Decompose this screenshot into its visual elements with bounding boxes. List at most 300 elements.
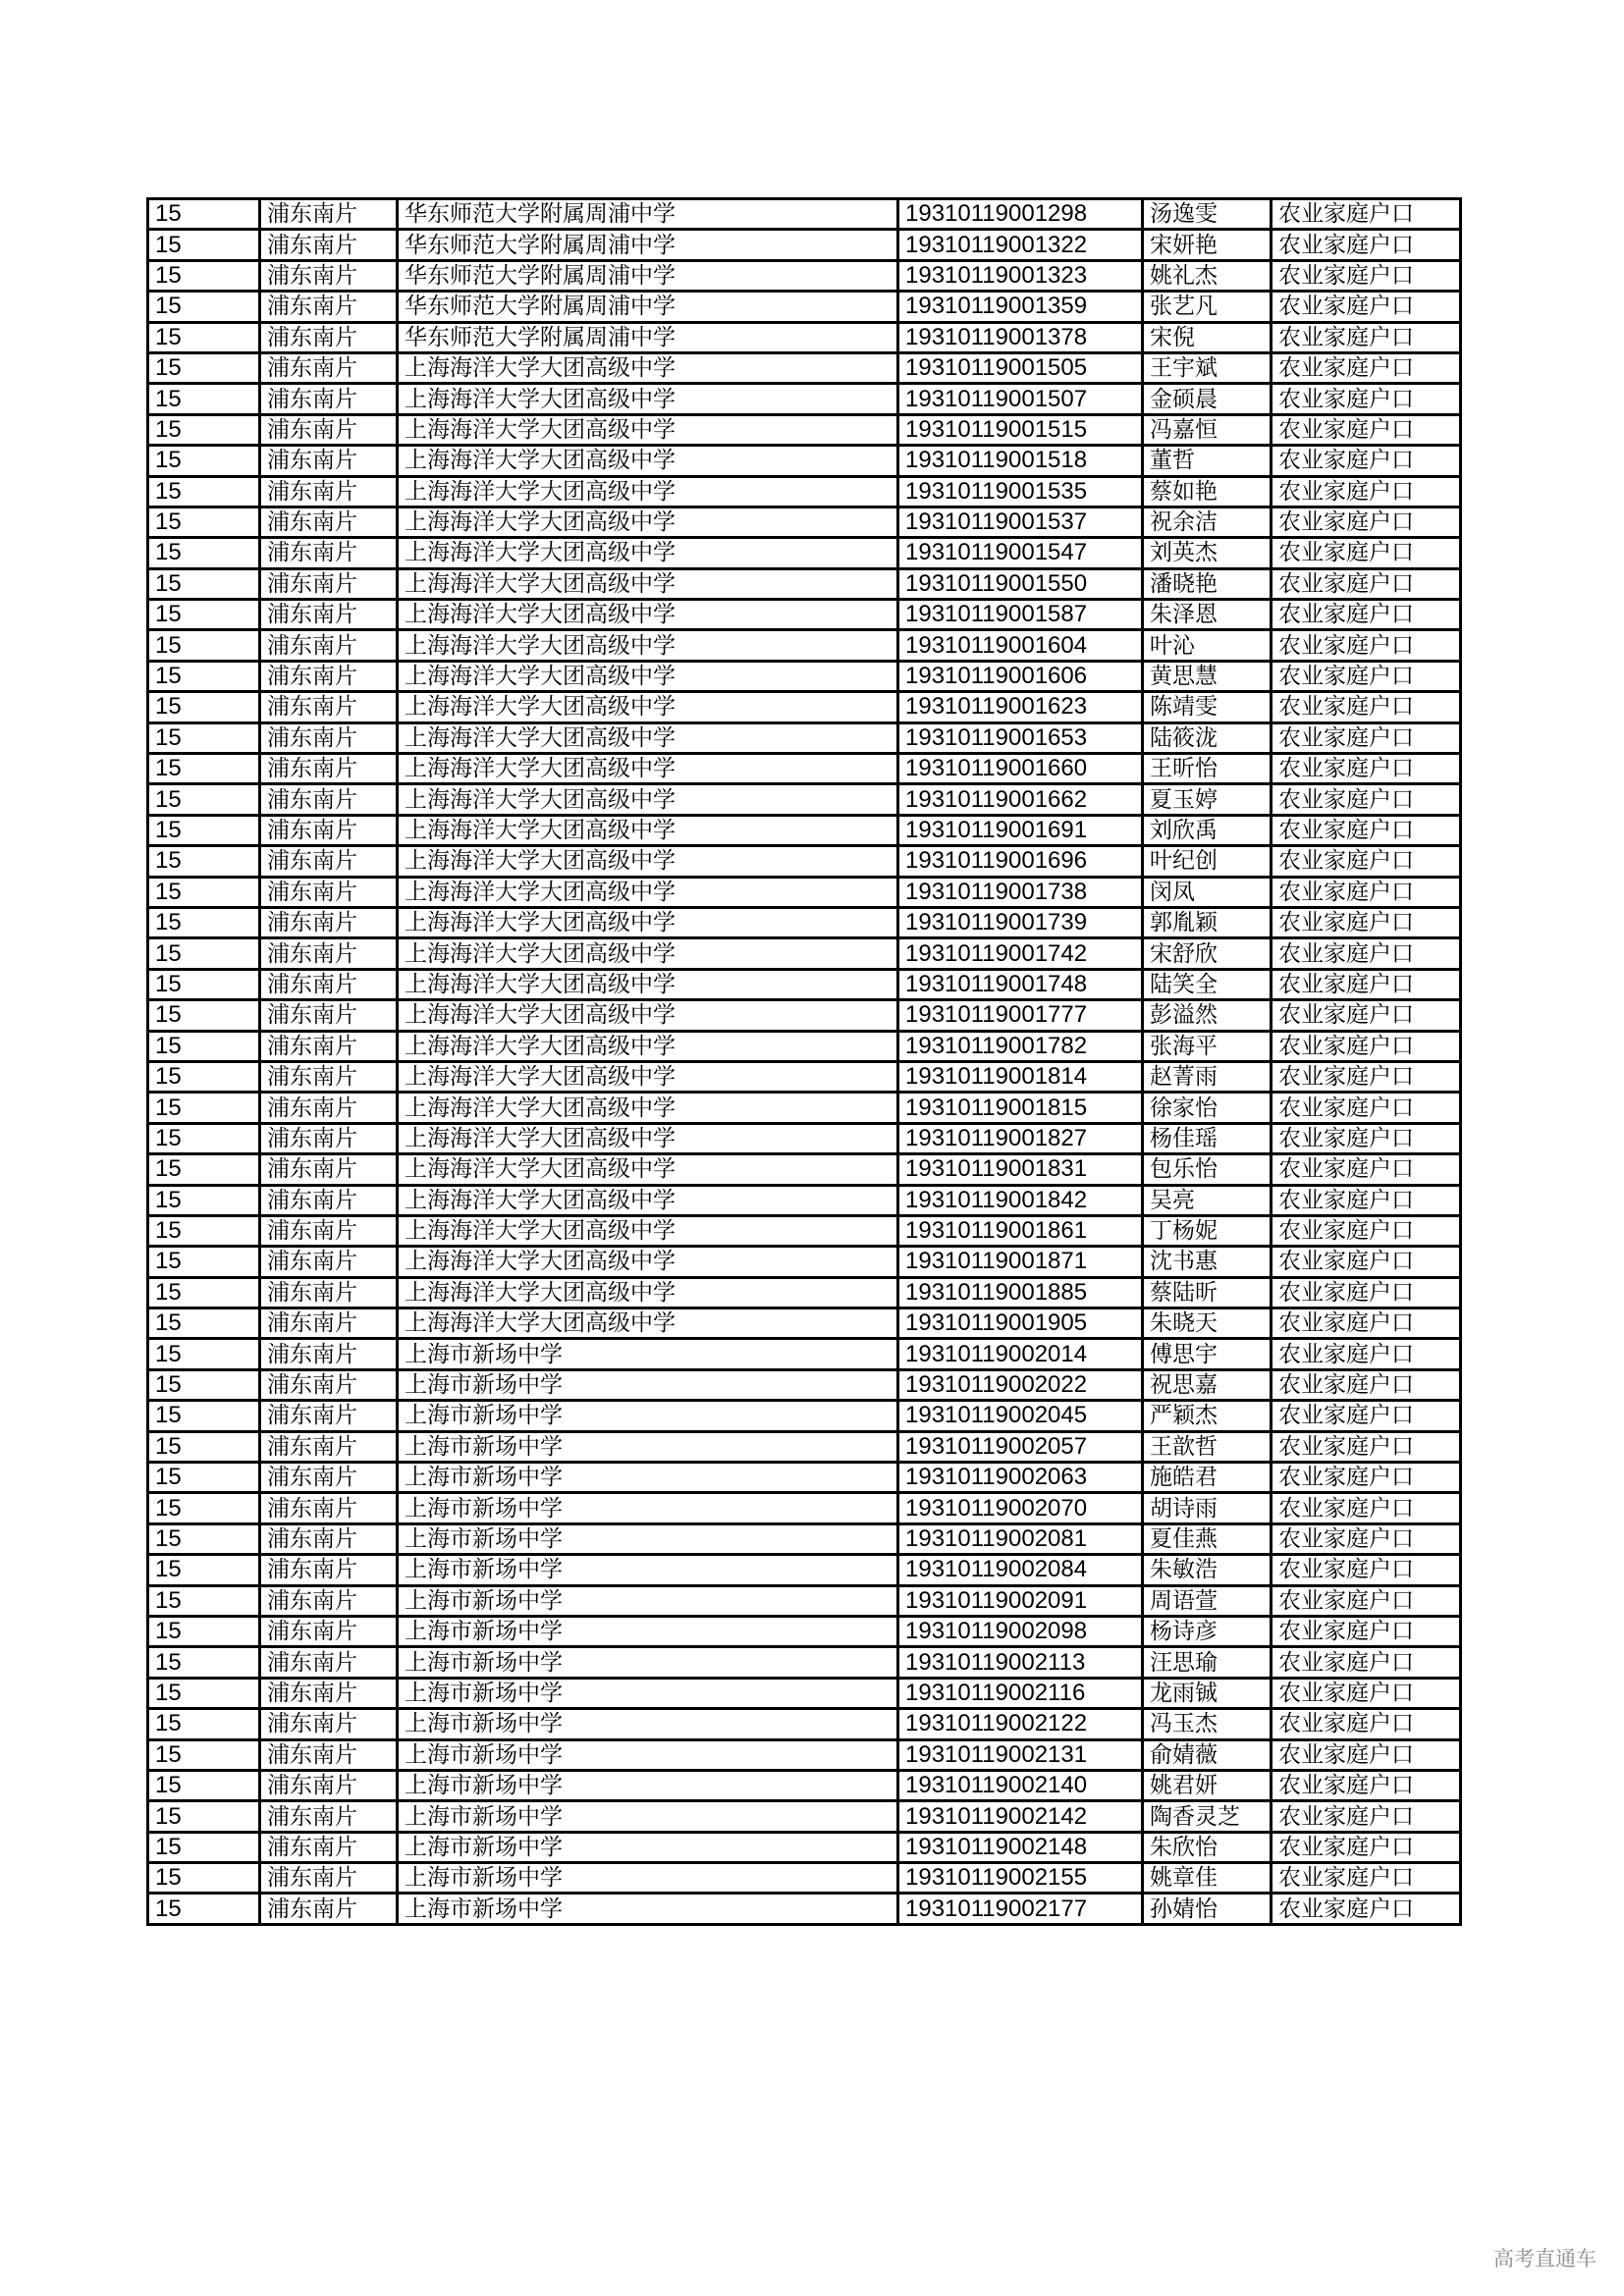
- student-name-cell: 汤逸雯: [1143, 199, 1272, 230]
- table-row: [148, 754, 1461, 784]
- household-type-cell: 农业家庭户口: [1272, 1369, 1461, 1400]
- school-cell: 上海海洋大学大团高级中学: [398, 692, 898, 722]
- table-row: [148, 1369, 1461, 1400]
- area-cell: 浦东南片: [260, 1801, 398, 1832]
- school-cell: 上海市新场中学: [398, 1739, 898, 1770]
- registration-number-cell: 19310119001535: [898, 476, 1143, 507]
- student-name-cell: 孙婧怡: [1143, 1894, 1272, 1924]
- school-cell: 上海市新场中学: [398, 1339, 898, 1369]
- table-row: [148, 600, 1461, 630]
- school-cell: 华东师范大学附属周浦中学: [398, 322, 898, 352]
- district-code-cell: 15: [148, 1277, 260, 1308]
- district-code-cell: 15: [148, 1493, 260, 1523]
- registration-number-cell: 19310119001905: [898, 1308, 1143, 1339]
- registration-number-cell: 19310119002022: [898, 1369, 1143, 1400]
- district-code-cell: 15: [148, 1770, 260, 1800]
- area-cell: 浦东南片: [260, 1894, 398, 1924]
- student-name-cell: 宋倪: [1143, 322, 1272, 352]
- registration-number-cell: 19310119001748: [898, 969, 1143, 999]
- household-type-cell: 农业家庭户口: [1272, 938, 1461, 969]
- registration-number-cell: 19310119001606: [898, 661, 1143, 691]
- school-cell: 上海海洋大学大团高级中学: [398, 1093, 898, 1123]
- student-name-cell: 姚章佳: [1143, 1863, 1272, 1894]
- registration-number-cell: 19310119001739: [898, 907, 1143, 937]
- household-type-cell: 农业家庭户口: [1272, 1308, 1461, 1339]
- household-type-cell: 农业家庭户口: [1272, 1339, 1461, 1369]
- household-type-cell: 农业家庭户口: [1272, 1678, 1461, 1708]
- district-code-cell: 15: [148, 1555, 260, 1585]
- district-code-cell: 15: [148, 1215, 260, 1246]
- area-cell: 浦东南片: [260, 877, 398, 907]
- area-cell: 浦东南片: [260, 1523, 398, 1554]
- table-row: [148, 784, 1461, 815]
- student-name-cell: 姚君妍: [1143, 1770, 1272, 1800]
- registration-number-cell: 19310119002116: [898, 1678, 1143, 1708]
- household-type-cell: 农业家庭户口: [1272, 322, 1461, 352]
- household-type-cell: 农业家庭户口: [1272, 1770, 1461, 1800]
- household-type-cell: 农业家庭户口: [1272, 352, 1461, 383]
- district-code-cell: 15: [148, 1678, 260, 1708]
- school-cell: 上海海洋大学大团高级中学: [398, 630, 898, 661]
- table-row: [148, 815, 1461, 845]
- student-name-cell: 陆笑全: [1143, 969, 1272, 999]
- area-cell: 浦东南片: [260, 476, 398, 507]
- district-code-cell: 15: [148, 476, 260, 507]
- household-type-cell: 农业家庭户口: [1272, 199, 1461, 230]
- student-roster-table: [146, 197, 1462, 1926]
- area-cell: 浦东南片: [260, 1678, 398, 1708]
- registration-number-cell: 19310119001696: [898, 846, 1143, 877]
- table-row: [148, 1000, 1461, 1031]
- registration-number-cell: 19310119001604: [898, 630, 1143, 661]
- registration-number-cell: 19310119001507: [898, 384, 1143, 414]
- household-type-cell: 农业家庭户口: [1272, 1616, 1461, 1646]
- school-cell: 上海海洋大学大团高级中学: [398, 754, 898, 784]
- roster-body: [148, 199, 1461, 1925]
- household-type-cell: 农业家庭户口: [1272, 1031, 1461, 1061]
- household-type-cell: 农业家庭户口: [1272, 692, 1461, 722]
- table-row: [148, 661, 1461, 691]
- district-code-cell: 15: [148, 199, 260, 230]
- district-code-cell: 15: [148, 384, 260, 414]
- area-cell: 浦东南片: [260, 1154, 398, 1185]
- district-code-cell: 15: [148, 1523, 260, 1554]
- registration-number-cell: 19310119001782: [898, 1031, 1143, 1061]
- table-row: [148, 1031, 1461, 1061]
- district-code-cell: 15: [148, 538, 260, 568]
- household-type-cell: 农业家庭户口: [1272, 815, 1461, 845]
- table-row: [148, 1493, 1461, 1523]
- school-cell: 上海海洋大学大团高级中学: [398, 1308, 898, 1339]
- school-cell: 上海海洋大学大团高级中学: [398, 661, 898, 691]
- household-type-cell: 农业家庭户口: [1272, 538, 1461, 568]
- student-name-cell: 夏玉婷: [1143, 784, 1272, 815]
- district-code-cell: 15: [148, 754, 260, 784]
- area-cell: 浦东南片: [260, 722, 398, 753]
- household-type-cell: 农业家庭户口: [1272, 384, 1461, 414]
- table-row: [148, 1308, 1461, 1339]
- table-row: [148, 1770, 1461, 1800]
- area-cell: 浦东南片: [260, 846, 398, 877]
- district-code-cell: 15: [148, 414, 260, 445]
- registration-number-cell: 19310119001842: [898, 1185, 1143, 1215]
- student-name-cell: 朱晓天: [1143, 1308, 1272, 1339]
- student-name-cell: 闵凤: [1143, 877, 1272, 907]
- district-code-cell: 15: [148, 1031, 260, 1061]
- registration-number-cell: 19310119002122: [898, 1709, 1143, 1739]
- household-type-cell: 农业家庭户口: [1272, 1739, 1461, 1770]
- school-cell: 上海海洋大学大团高级中学: [398, 568, 898, 599]
- registration-number-cell: 19310119002063: [898, 1463, 1143, 1493]
- school-cell: 上海市新场中学: [398, 1555, 898, 1585]
- district-code-cell: 15: [148, 1185, 260, 1215]
- district-code-cell: 15: [148, 292, 260, 322]
- school-cell: 上海市新场中学: [398, 1863, 898, 1894]
- registration-number-cell: 19310119001662: [898, 784, 1143, 815]
- household-type-cell: 农业家庭户口: [1272, 846, 1461, 877]
- registration-number-cell: 19310119001505: [898, 352, 1143, 383]
- table-row: [148, 1431, 1461, 1462]
- district-code-cell: 15: [148, 1247, 260, 1277]
- student-name-cell: 朱泽恩: [1143, 600, 1272, 630]
- registration-number-cell: 19310119002113: [898, 1647, 1143, 1678]
- district-code-cell: 15: [148, 352, 260, 383]
- student-name-cell: 陆筱泷: [1143, 722, 1272, 753]
- registration-number-cell: 19310119002140: [898, 1770, 1143, 1800]
- school-cell: 上海海洋大学大团高级中学: [398, 1123, 898, 1153]
- area-cell: 浦东南片: [260, 1555, 398, 1585]
- table-row: [148, 1585, 1461, 1616]
- table-row: [148, 630, 1461, 661]
- student-name-cell: 包乐怡: [1143, 1154, 1272, 1185]
- registration-number-cell: 19310119001738: [898, 877, 1143, 907]
- school-cell: 上海海洋大学大团高级中学: [398, 1277, 898, 1308]
- area-cell: 浦东南片: [260, 1709, 398, 1739]
- school-cell: 上海海洋大学大团高级中学: [398, 600, 898, 630]
- area-cell: 浦东南片: [260, 446, 398, 476]
- area-cell: 浦东南片: [260, 661, 398, 691]
- area-cell: 浦东南片: [260, 322, 398, 352]
- student-name-cell: 王歆哲: [1143, 1431, 1272, 1462]
- school-cell: 上海海洋大学大团高级中学: [398, 1247, 898, 1277]
- area-cell: 浦东南片: [260, 1493, 398, 1523]
- table-row: [148, 414, 1461, 445]
- school-cell: 华东师范大学附属周浦中学: [398, 260, 898, 291]
- registration-number-cell: 19310119001653: [898, 722, 1143, 753]
- area-cell: 浦东南片: [260, 938, 398, 969]
- school-cell: 上海市新场中学: [398, 1678, 898, 1708]
- school-cell: 上海市新场中学: [398, 1585, 898, 1616]
- household-type-cell: 农业家庭户口: [1272, 1523, 1461, 1554]
- area-cell: 浦东南片: [260, 1215, 398, 1246]
- table-row: [148, 568, 1461, 599]
- district-code-cell: 15: [148, 1863, 260, 1894]
- district-code-cell: 15: [148, 260, 260, 291]
- district-code-cell: 15: [148, 1463, 260, 1493]
- student-name-cell: 董哲: [1143, 446, 1272, 476]
- district-code-cell: 15: [148, 568, 260, 599]
- table-row: [148, 1832, 1461, 1862]
- household-type-cell: 农业家庭户口: [1272, 877, 1461, 907]
- household-type-cell: 农业家庭户口: [1272, 1555, 1461, 1585]
- school-cell: 上海市新场中学: [398, 1616, 898, 1646]
- area-cell: 浦东南片: [260, 1000, 398, 1031]
- area-cell: 浦东南片: [260, 1647, 398, 1678]
- registration-number-cell: 19310119001323: [898, 260, 1143, 291]
- table-row: [148, 1616, 1461, 1646]
- area-cell: 浦东南片: [260, 692, 398, 722]
- school-cell: 上海市新场中学: [398, 1431, 898, 1462]
- area-cell: 浦东南片: [260, 1770, 398, 1800]
- table-row: [148, 1863, 1461, 1894]
- school-cell: 上海海洋大学大团高级中学: [398, 938, 898, 969]
- school-cell: 上海市新场中学: [398, 1401, 898, 1431]
- household-type-cell: 农业家庭户口: [1272, 784, 1461, 815]
- area-cell: 浦东南片: [260, 260, 398, 291]
- table-row: [148, 938, 1461, 969]
- registration-number-cell: 19310119001660: [898, 754, 1143, 784]
- area-cell: 浦东南片: [260, 1863, 398, 1894]
- registration-number-cell: 19310119002014: [898, 1339, 1143, 1369]
- district-code-cell: 15: [148, 630, 260, 661]
- table-row: [148, 1801, 1461, 1832]
- area-cell: 浦东南片: [260, 1308, 398, 1339]
- household-type-cell: 农业家庭户口: [1272, 446, 1461, 476]
- student-name-cell: 蔡陆昕: [1143, 1277, 1272, 1308]
- registration-number-cell: 19310119001587: [898, 600, 1143, 630]
- school-cell: 上海市新场中学: [398, 1832, 898, 1862]
- area-cell: 浦东南片: [260, 600, 398, 630]
- student-name-cell: 叶沁: [1143, 630, 1272, 661]
- school-cell: 上海市新场中学: [398, 1894, 898, 1924]
- registration-number-cell: 19310119001861: [898, 1215, 1143, 1246]
- table-row: [148, 230, 1461, 260]
- registration-number-cell: 19310119001777: [898, 1000, 1143, 1031]
- table-row: [148, 1154, 1461, 1185]
- registration-number-cell: 19310119002081: [898, 1523, 1143, 1554]
- district-code-cell: 15: [148, 815, 260, 845]
- table-row: [148, 538, 1461, 568]
- school-cell: 上海海洋大学大团高级中学: [398, 877, 898, 907]
- registration-number-cell: 19310119001298: [898, 199, 1143, 230]
- area-cell: 浦东南片: [260, 815, 398, 845]
- district-code-cell: 15: [148, 1401, 260, 1431]
- student-name-cell: 周语萱: [1143, 1585, 1272, 1616]
- student-name-cell: 赵菁雨: [1143, 1061, 1272, 1092]
- district-code-cell: 15: [148, 722, 260, 753]
- registration-number-cell: 19310119001515: [898, 414, 1143, 445]
- school-cell: 华东师范大学附属周浦中学: [398, 199, 898, 230]
- student-name-cell: 冯嘉恒: [1143, 414, 1272, 445]
- district-code-cell: 15: [148, 938, 260, 969]
- district-code-cell: 15: [148, 1647, 260, 1678]
- household-type-cell: 农业家庭户口: [1272, 600, 1461, 630]
- school-cell: 上海市新场中学: [398, 1709, 898, 1739]
- student-name-cell: 朱敏浩: [1143, 1555, 1272, 1585]
- area-cell: 浦东南片: [260, 1123, 398, 1153]
- district-code-cell: 15: [148, 661, 260, 691]
- student-name-cell: 吴亮: [1143, 1185, 1272, 1215]
- household-type-cell: 农业家庭户口: [1272, 1709, 1461, 1739]
- household-type-cell: 农业家庭户口: [1272, 661, 1461, 691]
- school-cell: 上海海洋大学大团高级中学: [398, 1215, 898, 1246]
- district-code-cell: 15: [148, 446, 260, 476]
- student-name-cell: 杨佳瑶: [1143, 1123, 1272, 1153]
- area-cell: 浦东南片: [260, 1431, 398, 1462]
- student-name-cell: 黄思慧: [1143, 661, 1272, 691]
- table-row: [148, 1894, 1461, 1924]
- registration-number-cell: 19310119002131: [898, 1739, 1143, 1770]
- area-cell: 浦东南片: [260, 1093, 398, 1123]
- registration-number-cell: 19310119001623: [898, 692, 1143, 722]
- registration-number-cell: 19310119001359: [898, 292, 1143, 322]
- table-row: [148, 969, 1461, 999]
- student-name-cell: 刘英杰: [1143, 538, 1272, 568]
- district-code-cell: 15: [148, 230, 260, 260]
- school-cell: 上海市新场中学: [398, 1463, 898, 1493]
- school-cell: 上海海洋大学大团高级中学: [398, 507, 898, 537]
- district-code-cell: 15: [148, 1709, 260, 1739]
- household-type-cell: 农业家庭户口: [1272, 1277, 1461, 1308]
- student-name-cell: 叶纪创: [1143, 846, 1272, 877]
- area-cell: 浦东南片: [260, 292, 398, 322]
- student-name-cell: 夏佳燕: [1143, 1523, 1272, 1554]
- student-name-cell: 杨诗彦: [1143, 1616, 1272, 1646]
- table-row: [148, 1123, 1461, 1153]
- table-row: [148, 1401, 1461, 1431]
- school-cell: 上海市新场中学: [398, 1493, 898, 1523]
- household-type-cell: 农业家庭户口: [1272, 230, 1461, 260]
- table-row: [148, 1061, 1461, 1092]
- table-row: [148, 907, 1461, 937]
- registration-number-cell: 19310119002091: [898, 1585, 1143, 1616]
- student-name-cell: 冯玉杰: [1143, 1709, 1272, 1739]
- school-cell: 上海海洋大学大团高级中学: [398, 1185, 898, 1215]
- area-cell: 浦东南片: [260, 1585, 398, 1616]
- household-type-cell: 农业家庭户口: [1272, 1401, 1461, 1431]
- table-row: [148, 1555, 1461, 1585]
- household-type-cell: 农业家庭户口: [1272, 1000, 1461, 1031]
- area-cell: 浦东南片: [260, 414, 398, 445]
- area-cell: 浦东南片: [260, 1061, 398, 1092]
- area-cell: 浦东南片: [260, 1832, 398, 1862]
- household-type-cell: 农业家庭户口: [1272, 754, 1461, 784]
- area-cell: 浦东南片: [260, 1463, 398, 1493]
- table-row: [148, 692, 1461, 722]
- student-name-cell: 傅思宇: [1143, 1339, 1272, 1369]
- registration-number-cell: 19310119001691: [898, 815, 1143, 845]
- household-type-cell: 农业家庭户口: [1272, 1215, 1461, 1246]
- table-row: [148, 1463, 1461, 1493]
- area-cell: 浦东南片: [260, 754, 398, 784]
- registration-number-cell: 19310119002155: [898, 1863, 1143, 1894]
- table-row: [148, 1247, 1461, 1277]
- school-cell: 华东师范大学附属周浦中学: [398, 292, 898, 322]
- student-name-cell: 郭胤颖: [1143, 907, 1272, 937]
- district-code-cell: 15: [148, 846, 260, 877]
- registration-number-cell: 19310119002057: [898, 1431, 1143, 1462]
- registration-number-cell: 19310119002098: [898, 1616, 1143, 1646]
- registration-number-cell: 19310119001827: [898, 1123, 1143, 1153]
- household-type-cell: 农业家庭户口: [1272, 1247, 1461, 1277]
- registration-number-cell: 19310119002148: [898, 1832, 1143, 1862]
- household-type-cell: 农业家庭户口: [1272, 1832, 1461, 1862]
- watermark-text: 高考直通车: [1493, 2247, 1597, 2270]
- registration-number-cell: 19310119001547: [898, 538, 1143, 568]
- household-type-cell: 农业家庭户口: [1272, 1493, 1461, 1523]
- area-cell: 浦东南片: [260, 199, 398, 230]
- student-name-cell: 张艺凡: [1143, 292, 1272, 322]
- student-name-cell: 彭溢然: [1143, 1000, 1272, 1031]
- table-row: [148, 1523, 1461, 1554]
- registration-number-cell: 19310119001871: [898, 1247, 1143, 1277]
- district-code-cell: 15: [148, 1123, 260, 1153]
- district-code-cell: 15: [148, 1061, 260, 1092]
- household-type-cell: 农业家庭户口: [1272, 1647, 1461, 1678]
- student-name-cell: 汪思瑜: [1143, 1647, 1272, 1678]
- student-name-cell: 刘欣禹: [1143, 815, 1272, 845]
- district-code-cell: 15: [148, 1369, 260, 1400]
- area-cell: 浦东南片: [260, 1616, 398, 1646]
- student-name-cell: 祝余洁: [1143, 507, 1272, 537]
- registration-number-cell: 19310119001831: [898, 1154, 1143, 1185]
- student-name-cell: 龙雨铖: [1143, 1678, 1272, 1708]
- school-cell: 上海海洋大学大团高级中学: [398, 538, 898, 568]
- registration-number-cell: 19310119002177: [898, 1894, 1143, 1924]
- area-cell: 浦东南片: [260, 538, 398, 568]
- area-cell: 浦东南片: [260, 1739, 398, 1770]
- school-cell: 上海市新场中学: [398, 1523, 898, 1554]
- student-name-cell: 陶香灵芝: [1143, 1801, 1272, 1832]
- student-name-cell: 潘晓艳: [1143, 568, 1272, 599]
- area-cell: 浦东南片: [260, 907, 398, 937]
- table-row: [148, 1678, 1461, 1708]
- district-code-cell: 15: [148, 1832, 260, 1862]
- student-name-cell: 沈书惠: [1143, 1247, 1272, 1277]
- table-row: [148, 1093, 1461, 1123]
- table-row: [148, 384, 1461, 414]
- table-row: [148, 1215, 1461, 1246]
- student-name-cell: 金硕晨: [1143, 384, 1272, 414]
- district-code-cell: 15: [148, 1616, 260, 1646]
- household-type-cell: 农业家庭户口: [1272, 1863, 1461, 1894]
- area-cell: 浦东南片: [260, 230, 398, 260]
- student-name-cell: 王宇斌: [1143, 352, 1272, 383]
- district-code-cell: 15: [148, 907, 260, 937]
- area-cell: 浦东南片: [260, 969, 398, 999]
- table-row: [148, 1647, 1461, 1678]
- registration-number-cell: 19310119002070: [898, 1493, 1143, 1523]
- student-name-cell: 王昕怡: [1143, 754, 1272, 784]
- district-code-cell: 15: [148, 784, 260, 815]
- area-cell: 浦东南片: [260, 784, 398, 815]
- household-type-cell: 农业家庭户口: [1272, 414, 1461, 445]
- school-cell: 上海海洋大学大团高级中学: [398, 846, 898, 877]
- registration-number-cell: 19310119001550: [898, 568, 1143, 599]
- district-code-cell: 15: [148, 322, 260, 352]
- table-row: [148, 877, 1461, 907]
- student-name-cell: 蔡如艳: [1143, 476, 1272, 507]
- district-code-cell: 15: [148, 1093, 260, 1123]
- student-name-cell: 俞婧薇: [1143, 1739, 1272, 1770]
- student-name-cell: 宋舒欣: [1143, 938, 1272, 969]
- student-name-cell: 丁杨妮: [1143, 1215, 1272, 1246]
- household-type-cell: 农业家庭户口: [1272, 722, 1461, 753]
- school-cell: 上海海洋大学大团高级中学: [398, 722, 898, 753]
- table-row: [148, 1739, 1461, 1770]
- district-code-cell: 15: [148, 1000, 260, 1031]
- student-name-cell: 胡诗雨: [1143, 1493, 1272, 1523]
